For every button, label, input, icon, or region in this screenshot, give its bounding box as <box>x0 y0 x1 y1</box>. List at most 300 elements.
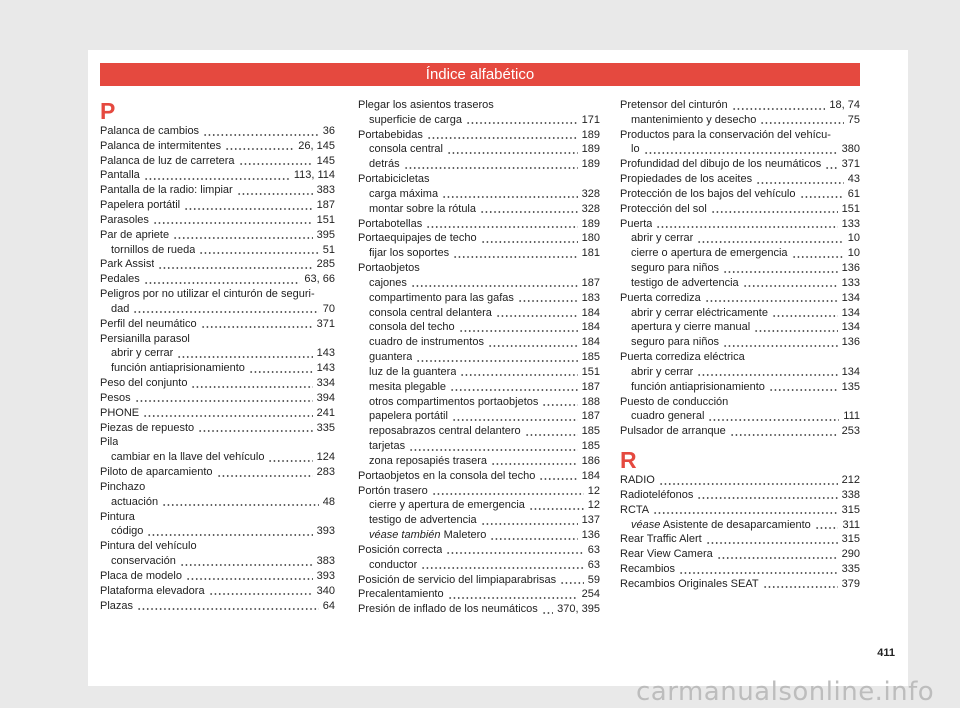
index-entry <box>100 465 335 480</box>
index-subentry <box>358 439 600 454</box>
entry-label: Pintura del vehículo <box>100 540 197 553</box>
entry-label: Rear Traffic Alert <box>620 533 702 546</box>
page-reference: 328 <box>581 187 600 200</box>
dot-leader <box>452 418 578 422</box>
dot-leader <box>542 611 553 615</box>
page-reference: 70 <box>322 302 335 315</box>
page-reference: 171 <box>581 113 600 126</box>
dot-leader <box>239 162 313 166</box>
index-entry <box>620 128 860 143</box>
page-reference: 51 <box>322 243 335 256</box>
index-entry <box>358 128 600 143</box>
index-entry <box>358 172 600 187</box>
dot-leader <box>162 503 319 507</box>
entry-label: testigo de advertencia <box>369 514 477 527</box>
entry-label: carga máxima <box>369 187 439 200</box>
entry-label: Puerta <box>620 217 653 230</box>
index-subentry <box>620 261 860 276</box>
entry-label: guantera <box>369 351 413 364</box>
entry-label: mantenimiento y desecho <box>631 113 757 126</box>
index-entry <box>620 562 860 577</box>
entry-label: Puerta corrediza <box>620 291 701 304</box>
dot-leader <box>656 225 837 229</box>
page-reference: 12 <box>587 484 600 497</box>
entry-label: Portaobjetos en la consola del techo <box>358 469 536 482</box>
dot-leader <box>644 151 838 155</box>
page-reference: 63 <box>587 543 600 556</box>
entry-label: abrir y cerrar <box>631 232 694 245</box>
dot-leader <box>191 385 312 389</box>
dot-leader <box>453 255 578 259</box>
dot-leader <box>792 255 844 259</box>
entry-label: abrir y cerrar eléctricamente <box>631 306 768 319</box>
dot-leader <box>448 596 578 600</box>
entry-label: Productos para la conservación del vehícu- <box>620 128 831 141</box>
section-header-bar <box>100 63 860 86</box>
dot-leader <box>480 210 578 214</box>
index-subentry <box>620 231 860 246</box>
page-reference: 10 <box>847 247 860 260</box>
index-entry <box>358 469 600 484</box>
entry-label: Pretensor del cinturón <box>620 99 728 111</box>
index-entry <box>358 602 600 617</box>
dot-leader <box>717 556 838 560</box>
entry-label: Parasoles <box>100 213 149 226</box>
page-reference: 151 <box>316 213 335 226</box>
page-reference: 186 <box>581 454 600 467</box>
dot-leader <box>404 166 578 170</box>
entry-label: Puerta corrediza eléctrica <box>620 351 745 364</box>
dot-leader <box>697 240 843 244</box>
page-reference: 124 <box>316 451 335 464</box>
entry-label: Protección de los bajos del vehículo <box>620 187 796 200</box>
index-subentry <box>358 513 600 528</box>
page-reference: 379 <box>841 577 860 590</box>
index-subentry <box>100 243 335 258</box>
index-subentry <box>620 306 860 321</box>
page-reference: 61 <box>847 187 860 200</box>
index-entry <box>100 287 335 302</box>
page-reference: 189 <box>581 217 600 230</box>
page-reference: 135 <box>841 380 860 393</box>
page-reference: 12 <box>587 499 600 512</box>
page-reference: 133 <box>841 276 860 289</box>
index-entry <box>620 202 860 217</box>
index-entry <box>100 139 335 154</box>
dot-leader <box>488 344 578 348</box>
watermark: carmanualsonline.info <box>636 677 935 707</box>
page-reference: 151 <box>841 202 860 215</box>
dot-leader <box>708 418 839 422</box>
index-subentry <box>358 365 600 380</box>
index-entry <box>620 424 860 439</box>
page-reference: 371 <box>841 158 860 171</box>
index-subentry <box>620 335 860 350</box>
dot-leader <box>756 181 844 185</box>
entry-label: reposabrazos central delantero <box>369 425 521 438</box>
dot-leader <box>490 537 577 541</box>
dot-leader <box>466 121 578 125</box>
index-entry <box>100 584 335 599</box>
index-subentry <box>100 361 335 376</box>
index-subentry <box>620 518 860 533</box>
page-reference: 151 <box>581 365 600 378</box>
entry-label: Palanca de intermitentes <box>100 139 222 152</box>
dot-leader <box>481 240 578 244</box>
index-subentry <box>358 454 600 469</box>
entry-label: otros compartimentos portaobjetos <box>369 395 539 408</box>
dot-leader <box>711 210 838 214</box>
index-subentry <box>358 246 600 261</box>
page-reference: 184 <box>581 306 600 319</box>
index-entry <box>620 187 860 202</box>
page-reference: 63, 66 <box>304 273 335 286</box>
entry-label: Puesto de conducción <box>620 395 729 408</box>
dot-leader <box>203 133 319 137</box>
entry-label: seguro para niños <box>631 336 720 349</box>
index-entry <box>620 157 860 172</box>
entry-label: abrir y cerrar <box>111 347 174 360</box>
dot-leader <box>460 373 577 377</box>
page-reference: 185 <box>581 425 600 438</box>
entry-label: Posición de servicio del limpiaparabrisas <box>358 573 557 586</box>
entry-label: Piezas de repuesto <box>100 421 195 434</box>
page-reference: 134 <box>841 365 860 378</box>
index-subentry <box>358 558 600 573</box>
dot-leader <box>743 284 838 288</box>
entry-label: Pila <box>100 436 119 449</box>
index-entry <box>358 217 600 232</box>
page-number: 411 <box>877 647 895 659</box>
dot-leader <box>237 192 313 196</box>
index-subentry <box>358 113 600 128</box>
dot-leader <box>447 151 578 155</box>
dot-leader <box>518 299 578 303</box>
dot-leader <box>459 329 578 333</box>
entry-label: Pantalla <box>100 169 140 182</box>
page-reference: 393 <box>316 569 335 582</box>
page-reference: 43 <box>847 173 860 186</box>
entry-label: Pulsador de arranque <box>620 425 726 438</box>
index-subentry <box>100 524 335 539</box>
page-reference: 185 <box>581 351 600 364</box>
index-entry <box>620 291 860 306</box>
entry-label: Recambios <box>620 563 676 576</box>
index-entry <box>358 573 600 588</box>
dot-leader <box>560 581 584 585</box>
index-subentry <box>620 142 860 157</box>
page-reference: 10 <box>847 232 860 245</box>
dot-leader <box>697 373 837 377</box>
entry-label: Pintura <box>100 510 135 523</box>
page-reference: 187 <box>581 380 600 393</box>
index-subentry <box>358 306 600 321</box>
index-subentry <box>620 276 860 291</box>
page-reference: 371 <box>316 317 335 330</box>
dot-leader <box>446 551 583 555</box>
entry-label: Pedales <box>100 273 140 286</box>
entry-label: compartimento para las gafas <box>369 291 514 304</box>
index-subentry <box>358 335 600 350</box>
dot-leader <box>421 566 583 570</box>
entry-label: Plazas <box>100 599 134 612</box>
index-entry <box>100 168 335 183</box>
index-subentry <box>620 320 860 335</box>
entry-label: dad <box>111 302 130 315</box>
entry-label: Peso del conjunto <box>100 377 188 390</box>
entry-label: Papelera portátil <box>100 199 181 212</box>
dot-leader <box>135 399 313 403</box>
page-reference: 143 <box>316 362 335 375</box>
entry-label: Palanca de luz de carretera <box>100 154 235 167</box>
entry-label: Rear View Camera <box>620 548 713 561</box>
entry-label: seguro para niños <box>631 262 720 275</box>
entry-label: Radioteléfonos <box>620 488 694 501</box>
page-reference: 395 <box>316 228 335 241</box>
letter-heading: R <box>620 447 637 474</box>
page-reference: 111 <box>843 410 860 423</box>
dot-leader <box>426 225 577 229</box>
index-column-1 <box>100 98 335 613</box>
dot-leader <box>800 195 844 199</box>
dot-leader <box>815 526 839 530</box>
dot-leader <box>198 429 312 433</box>
dot-leader <box>432 492 584 496</box>
cross-reference-prefix: véase <box>631 518 661 531</box>
entry-label-text: Asistente de desaparcamiento <box>662 518 811 531</box>
entry-label: PHONE <box>100 406 140 419</box>
index-subentry <box>358 142 600 157</box>
dot-leader <box>496 314 578 318</box>
entry-label: Pinchazo <box>100 480 146 493</box>
entry-label: Precalentamiento <box>358 588 444 601</box>
index-entry <box>620 488 860 503</box>
section-title: Índice alfabético <box>425 66 535 83</box>
index-entry <box>100 435 335 450</box>
entry-label: Persianilla parasol <box>100 332 190 345</box>
entry-label: RCTA <box>620 503 650 516</box>
entry-label: tornillos de rueda <box>111 243 196 256</box>
page-reference: 334 <box>316 377 335 390</box>
index-entry <box>100 599 335 614</box>
cross-reference-prefix: véase también <box>369 529 441 542</box>
dot-leader <box>186 577 313 581</box>
dot-leader <box>180 563 313 567</box>
dot-leader <box>732 107 826 111</box>
dot-leader <box>706 541 838 545</box>
entry-label: papelera portátil <box>369 410 448 423</box>
page-reference: 328 <box>581 202 600 215</box>
entry-label: Plegar los asientos traseros <box>358 99 494 111</box>
dot-leader <box>201 325 313 329</box>
dot-leader <box>754 329 837 333</box>
entry-label: Portaobjetos <box>358 262 420 275</box>
index-entry <box>100 228 335 243</box>
entry-label: superficie de carga <box>369 113 462 126</box>
page-reference: 383 <box>316 555 335 568</box>
index-entry <box>100 569 335 584</box>
page-reference: 134 <box>841 306 860 319</box>
page-reference: 184 <box>581 336 600 349</box>
dot-leader <box>825 166 837 170</box>
entry-label: actuación <box>111 495 159 508</box>
index-entry <box>358 484 600 499</box>
dot-leader <box>723 344 838 348</box>
dot-leader <box>137 607 319 611</box>
index-subentry <box>620 113 860 128</box>
index-subentry <box>358 380 600 395</box>
dot-leader <box>653 511 838 515</box>
dot-leader <box>723 270 838 274</box>
page-reference: 253 <box>841 425 860 438</box>
page-reference: 133 <box>841 217 860 230</box>
index-entry <box>620 350 860 365</box>
index-entry <box>620 503 860 518</box>
dot-leader <box>529 507 584 511</box>
index-entry <box>358 261 600 276</box>
index-entry <box>620 172 860 187</box>
entry-label: Plataforma elevadora <box>100 584 205 597</box>
page-reference: 184 <box>581 321 600 334</box>
index-entry <box>100 213 335 228</box>
entry-label: cambiar en la llave del vehículo <box>111 451 265 464</box>
entry-label: Perfil del neumático <box>100 317 197 330</box>
index-entry <box>100 124 335 139</box>
index-entry <box>620 577 860 592</box>
entry-label: función antiaprisionamiento <box>631 380 765 393</box>
index-entry <box>100 539 335 554</box>
entry-label: consola central <box>369 143 443 156</box>
index-entry <box>620 547 860 562</box>
page-reference: 143 <box>316 347 335 360</box>
index-subentry <box>620 380 860 395</box>
entry-label: montar sobre la rótula <box>369 202 476 215</box>
page-reference: 189 <box>581 158 600 171</box>
entry-label: testigo de advertencia <box>631 276 739 289</box>
entry-label: tarjetas <box>369 440 406 453</box>
page-reference: 59 <box>587 573 600 586</box>
dot-leader <box>144 281 301 285</box>
dot-leader <box>217 474 313 478</box>
index-entry <box>100 183 335 198</box>
page-reference: 188 <box>581 395 600 408</box>
page-reference: 370, 395 <box>557 603 600 616</box>
index-entry <box>100 376 335 391</box>
page-reference: 184 <box>581 469 600 482</box>
index-subentry <box>620 409 860 424</box>
entry-label: Pesos <box>100 391 131 404</box>
page-reference: 311 <box>842 518 860 531</box>
page-reference: 64 <box>322 599 335 612</box>
dot-leader <box>209 592 313 596</box>
page-reference: 394 <box>316 391 335 404</box>
page-reference: 113, 114 <box>293 169 335 182</box>
page-reference: 340 <box>316 584 335 597</box>
dot-leader <box>199 251 318 255</box>
entry-label: Protección del sol <box>620 202 707 215</box>
page-reference: 187 <box>316 199 335 212</box>
dot-leader <box>697 496 837 500</box>
entry-label: función antiaprisionamiento <box>111 362 245 375</box>
index-entry <box>358 587 600 602</box>
page-reference: 185 <box>581 440 600 453</box>
entry-label: detrás <box>369 158 400 171</box>
index-subentry <box>358 528 600 543</box>
entry-label: conductor <box>369 558 418 571</box>
dot-leader <box>679 571 838 575</box>
dot-leader <box>442 195 578 199</box>
page-reference: 335 <box>841 563 860 576</box>
dot-leader <box>173 236 313 240</box>
entry-label: Presión de inflado de los neumáticos <box>358 603 538 616</box>
index-entry <box>100 480 335 495</box>
index-entry <box>620 217 860 232</box>
dot-leader <box>147 533 312 537</box>
dot-leader <box>772 314 838 318</box>
index-entry <box>100 391 335 406</box>
page-reference: 145 <box>316 154 335 167</box>
page-reference: 48 <box>322 495 335 508</box>
dot-leader <box>133 310 318 314</box>
page-reference: 183 <box>581 291 600 304</box>
index-subentry <box>358 395 600 410</box>
index-entry <box>358 98 600 113</box>
entry-label: Profundidad del dibujo de los neumáticos <box>620 158 822 171</box>
index-subentry <box>358 157 600 172</box>
page-reference: 212 <box>841 474 860 487</box>
index-entry <box>358 231 600 246</box>
entry-label: Recambios Originales SEAT <box>620 577 759 590</box>
entry-label: apertura y cierre manual <box>631 321 751 334</box>
entry-label: fijar los soportes <box>369 247 450 260</box>
dot-leader <box>225 147 294 151</box>
entry-label: Placa de modelo <box>100 569 182 582</box>
dot-leader <box>158 266 312 270</box>
index-subentry <box>620 246 860 261</box>
dot-leader <box>491 462 578 466</box>
index-entry <box>100 421 335 436</box>
dot-leader <box>427 136 578 140</box>
index-subentry <box>358 350 600 365</box>
index-entry <box>620 98 860 113</box>
page-reference: 18, 74 <box>829 99 860 111</box>
entry-label: luz de la guantera <box>369 365 457 378</box>
entry-label <box>631 518 811 533</box>
index-subentry <box>100 495 335 510</box>
index-column-3 <box>620 98 860 592</box>
dot-leader <box>730 433 838 437</box>
dot-leader <box>409 448 578 452</box>
page-reference: 181 <box>581 247 600 260</box>
entry-label: cuadro de instrumentos <box>369 336 484 349</box>
page-reference: 290 <box>841 548 860 561</box>
page-reference: 380 <box>841 143 860 156</box>
dot-leader <box>539 477 577 481</box>
page-reference: 136 <box>841 336 860 349</box>
page-reference: 338 <box>841 488 860 501</box>
entry-label: cajones <box>369 276 407 289</box>
entry-label: Posición correcta <box>358 543 443 556</box>
page-reference: 63 <box>587 558 600 571</box>
entry-label: Pantalla de la radio: limpiar <box>100 184 233 197</box>
page-reference: 383 <box>316 184 335 197</box>
index-entry <box>100 406 335 421</box>
page-reference: 254 <box>581 588 600 601</box>
entry-label: Portón trasero <box>358 484 428 497</box>
entry-label: cuadro general <box>631 410 705 423</box>
index-subentry <box>358 276 600 291</box>
entry-label: cierre o apertura de emergencia <box>631 247 788 260</box>
